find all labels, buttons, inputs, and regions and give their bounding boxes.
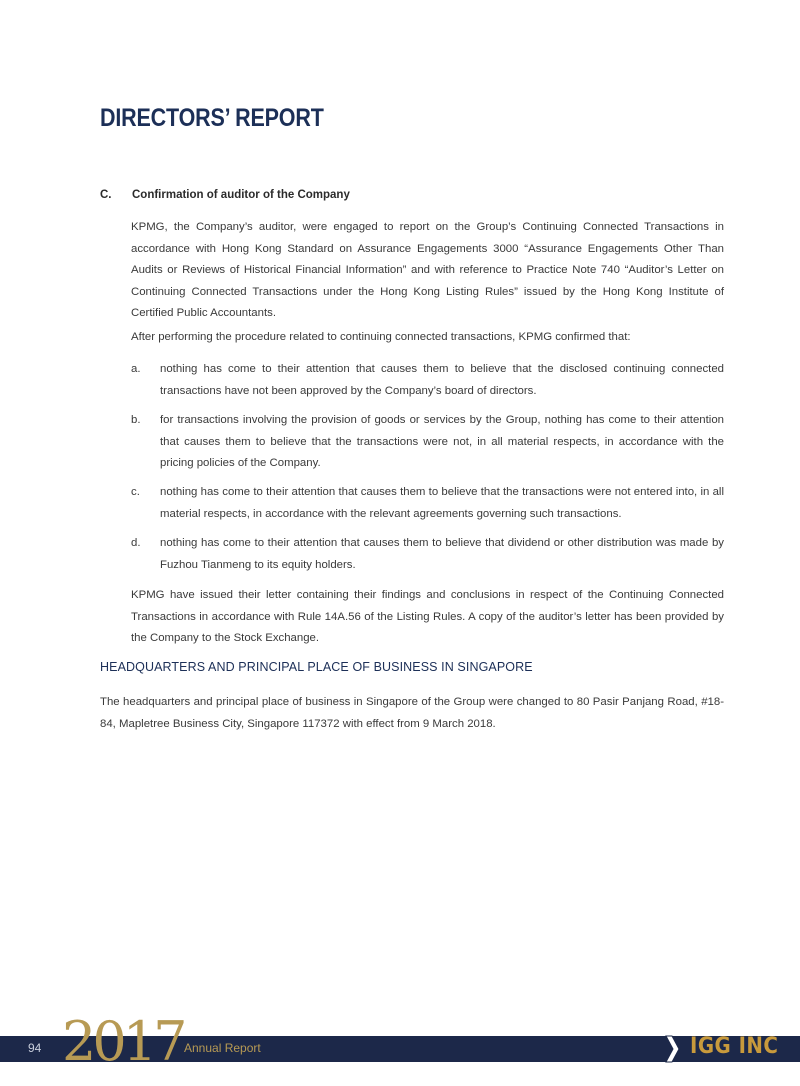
list-item-text: nothing has come to their attention that causes them to believe that dividend or other distribution was made by Fuzhou Tianmeng to its equity holders.: [160, 537, 724, 571]
auditor-letter-paragraph: KPMG have issued their letter containing their findings and conclusions in respect of the Continuing Connected Transactions in accordance with Rule 14A.56 of the Listing Rules. A copy of the auditor’s letter has been provided by the Company to the Stock Exchange.: [131, 589, 724, 644]
list-item-text: nothing has come to their attention that causes them to believe that the disclosed continuing connected transactions have not been approved by the Company’s board of directors.: [160, 363, 724, 397]
page-title: DIRECTORS’ REPORT: [100, 104, 324, 132]
auditor-confirmation-intro: After performing the procedure related to continuing connected transactions, KPMG confirmed that:: [131, 331, 631, 343]
list-item-label: d.: [131, 537, 141, 549]
hq-paragraph: The headquarters and principal place of business in Singapore of the Group were changed to 80 Pasir Panjang Road, #18-84, Mapletree Business City, Singapore 117372 with effect from 9 March 2018.: [100, 696, 724, 730]
section-c-heading: [100, 189, 350, 201]
annual-report-label: Annual Report: [184, 1041, 261, 1055]
igg-logo: IGG INC: [690, 1034, 779, 1059]
list-item-label: b.: [131, 414, 141, 426]
section-heading-text: Confirmation of auditor of the Company: [132, 189, 350, 201]
list-item-label: c.: [131, 486, 140, 498]
list-item-text: for transactions involving the provision of goods or services by the Group, nothing has come to their attention that causes them to believe that the transactions were not, in all material respects, in accordance with the pricing policies of the Company.: [160, 414, 724, 469]
auditor-engagement-paragraph: KPMG, the Company’s auditor, were engaged to report on the Group’s Continuing Connected Transactions in accordance with Hong Kong Standard on Assurance Engagements 3000 “Assurance Engagements Other Than Audits or Reviews of Historical Financial Information” and with reference to Practice Note 740 “Auditor’s Letter on Continuing Connected Transactions under the Hong Kong Listing Rules” issued by the Hong Kong Institute of Certified Public Accountants.: [131, 221, 724, 319]
chevron-right-icon: [664, 1034, 680, 1064]
year-text: 2017: [62, 1010, 184, 1062]
section-letter: C.: [100, 189, 112, 201]
hq-section-heading: HEADQUARTERS AND PRINCIPAL PLACE OF BUSINESS IN SINGAPORE: [100, 660, 533, 674]
list-item-label: a.: [131, 363, 141, 375]
list-item-text: nothing has come to their attention that causes them to believe that the transactions were not entered into, in all material respects, in accordance with the relevant agreements governing such transactions.: [160, 486, 724, 520]
page-number: 94: [28, 1041, 42, 1055]
year-2017-graphic: [60, 1010, 190, 1062]
